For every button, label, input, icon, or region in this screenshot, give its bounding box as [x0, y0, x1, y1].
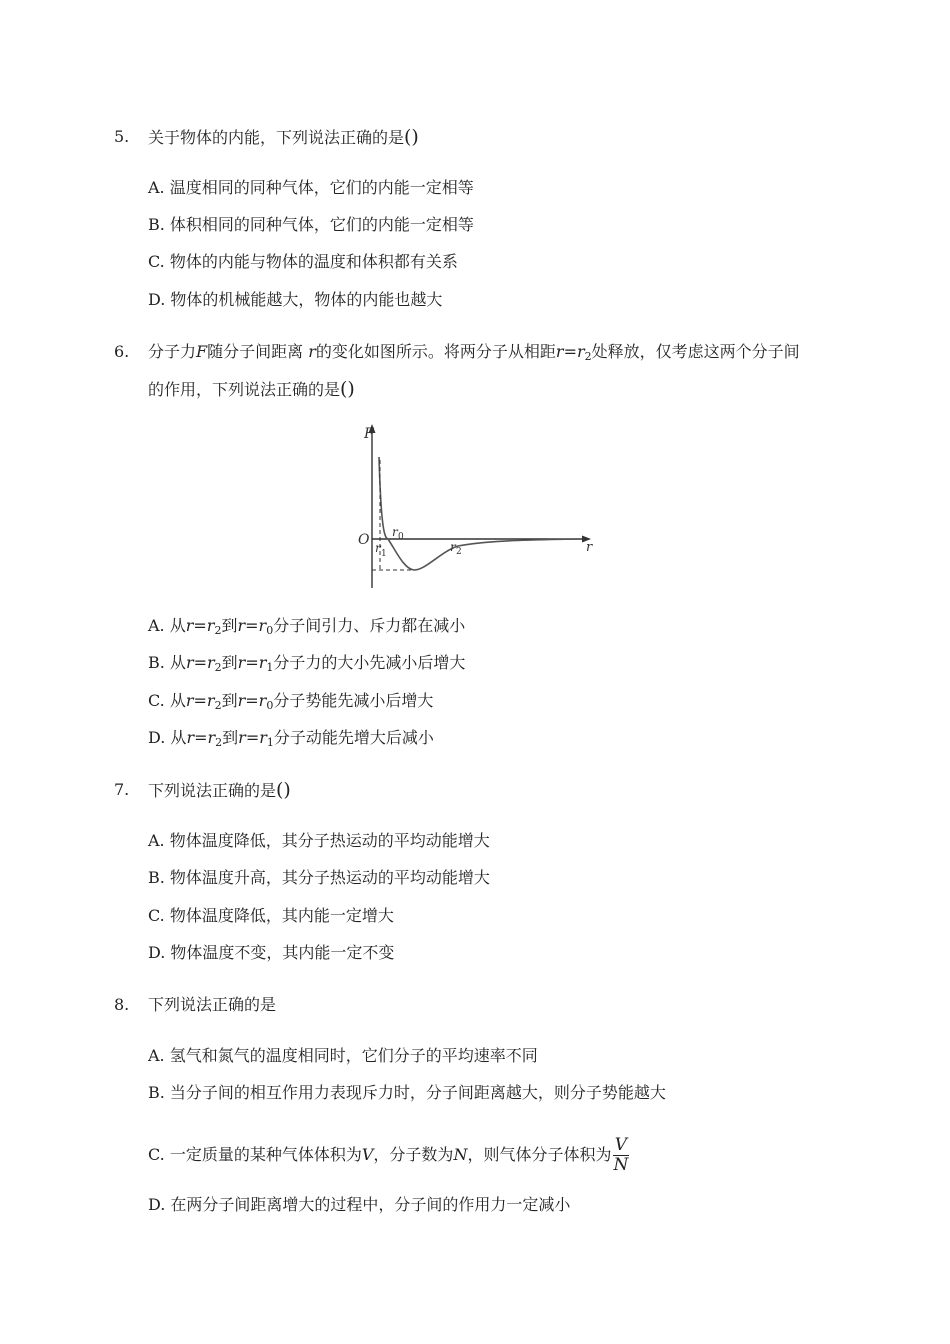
question-5-number: 5. [114, 127, 130, 146]
answer-bracket: () [340, 378, 355, 400]
label-r1: r [375, 541, 381, 555]
q6-option-b: B. 从$r=r_2$到$r=r_1$分子力的大小先减小后增大 [148, 653, 466, 674]
q7-option-a: A. 物体温度降低，其分子热运动的平均动能增大 [148, 831, 490, 850]
label-origin: O [358, 532, 370, 548]
q8-option-b: B. 当分子间的相互作用力表现斥力时，分子间距离越大，则分子势能越大 [148, 1083, 666, 1102]
question-6-stem-line1: 分子力F随分子间距离 r的变化如图所示。将两分子从相距$r=r_2$处释放，仅考虑这两个分子间 [148, 342, 800, 363]
q7-option-b: B. 物体温度升高，其分子热运动的平均动能增大 [148, 868, 490, 887]
answer-bracket: () [276, 779, 291, 801]
fraction-v-over-n: $\frac{V}{N}$ [613, 1135, 629, 1175]
question-6-number: 6. [114, 342, 130, 361]
force-distance-graph [350, 420, 600, 595]
q6-option-d: D. 从$r=r_2$到$r=r_1$分子动能先增大后减小 [148, 728, 434, 749]
label-r0: r [392, 525, 398, 539]
q6-option-a: A. 从$r=r_2$到$r=r_0$分子间引力、斥力都在减小 [148, 616, 466, 637]
answer-bracket: () [404, 126, 419, 148]
question-8-stem: 下列说法正确的是 [148, 995, 277, 1014]
label-r1-sub: 1 [381, 549, 387, 559]
label-f: F [364, 426, 374, 442]
label-r0-sub: 0 [398, 532, 404, 542]
q8-option-a: A. 氢气和氮气的温度相同时，它们分子的平均速率不同 [148, 1046, 538, 1065]
question-7-number: 7. [114, 780, 130, 799]
q5-option-b: B. 体积相同的同种气体，它们的内能一定相等 [148, 215, 474, 234]
q7-option-c: C. 物体温度降低，其内能一定增大 [148, 906, 394, 925]
q7-option-d: D. 物体温度不变，其内能一定不变 [148, 943, 395, 962]
q8-option-d: D. 在两分子间距离增大的过程中，分子间的作用力一定减小 [148, 1195, 571, 1214]
label-r2: r [450, 540, 456, 554]
q5-option-c: C. 物体的内能与物体的温度和体积都有关系 [148, 252, 458, 271]
question-8-number: 8. [114, 995, 130, 1014]
label-r2-sub: 2 [456, 547, 462, 557]
question-5-stem: 关于物体的内能，下列说法正确的是() [148, 126, 419, 148]
q5-option-a: A. 温度相同的同种气体，它们的内能一定相等 [148, 178, 474, 197]
q8-option-c: C. 一定质量的某种气体体积为V，分子数为N，则气体分子体积为 $\frac{V}{N}$ [148, 1135, 629, 1175]
question-7-stem: 下列说法正确的是() [148, 779, 291, 801]
force-curve [379, 457, 578, 570]
q6-option-c: C. 从$r=r_2$到$r=r_0$分子势能先减小后增大 [148, 691, 434, 712]
question-6-stem-line2: 的作用，下列说法正确的是() [148, 378, 355, 400]
q5-option-d: D. 物体的机械能越大，物体的内能也越大 [148, 290, 443, 309]
label-r-axis: r [586, 540, 593, 555]
